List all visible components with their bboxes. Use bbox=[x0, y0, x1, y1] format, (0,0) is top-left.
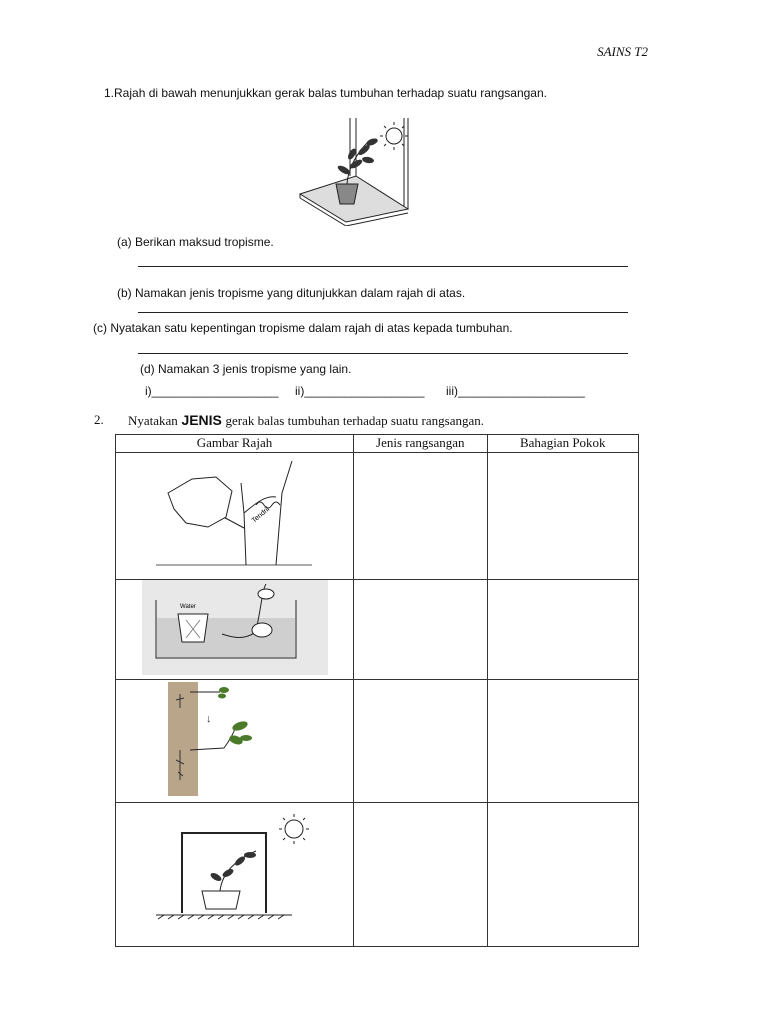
water-tank-diagram bbox=[116, 580, 352, 675]
answer-line bbox=[138, 312, 628, 313]
table-row bbox=[116, 580, 639, 680]
col-header-diagram: Gambar Rajah bbox=[116, 435, 354, 453]
col-header-stimulus: Jenis rangsangan bbox=[353, 435, 487, 453]
tendril-label: Tendril bbox=[250, 505, 272, 525]
diagram-cell bbox=[116, 680, 354, 803]
diagram-cell bbox=[116, 453, 354, 580]
q1-figure-plant-box bbox=[296, 114, 416, 226]
q1c-text: (c) Nyatakan satu kepentingan tropisme dalam rajah di atas kepada tumbuhan. bbox=[93, 321, 513, 335]
q1-intro: 1.Rajah di bawah menunjukkan gerak balas tumbuhan terhadap suatu rangsangan. bbox=[104, 86, 547, 100]
answer-line bbox=[138, 353, 628, 354]
q2-heading bbox=[128, 412, 484, 429]
answer-cell[interactable] bbox=[487, 580, 638, 680]
q2-rest: gerak balas tumbuhan terhadap suatu rangsangan. bbox=[225, 413, 484, 428]
diagram-cell bbox=[116, 803, 354, 947]
sun-icon bbox=[279, 814, 309, 844]
tendril-diagram bbox=[116, 453, 352, 575]
answer-cell[interactable] bbox=[487, 803, 638, 947]
q2-emphasis: JENIS bbox=[181, 412, 222, 428]
answer-cell[interactable] bbox=[487, 453, 638, 580]
q2-number: 2. bbox=[94, 412, 104, 427]
answer-cell[interactable] bbox=[353, 453, 487, 580]
svg-text:↓: ↓ bbox=[206, 713, 212, 725]
subject-header: SAINS T2 bbox=[597, 44, 648, 59]
answer-cell[interactable] bbox=[487, 680, 638, 803]
table-row bbox=[116, 453, 639, 580]
q1d-blank-iii: iii)___________________ bbox=[446, 384, 585, 398]
answer-cell[interactable] bbox=[353, 680, 487, 803]
q1b-text: (b) Namakan jenis tropisme yang ditunjukkan dalam rajah di atas. bbox=[117, 286, 466, 300]
answer-line bbox=[138, 266, 628, 267]
answer-cell[interactable] bbox=[353, 580, 487, 680]
q2-lead: Nyatakan bbox=[128, 413, 178, 428]
answer-cell[interactable] bbox=[353, 803, 487, 947]
q1d-blank-ii: ii)__________________ bbox=[295, 384, 425, 398]
q1d-text: (d) Namakan 3 jenis tropisme yang lain. bbox=[140, 362, 352, 376]
q1a-text: (a) Berikan maksud tropisme. bbox=[117, 235, 274, 249]
tropism-table bbox=[115, 434, 639, 947]
table-row bbox=[116, 803, 639, 947]
diagram-cell bbox=[116, 580, 354, 680]
table-row bbox=[116, 680, 639, 803]
geotropism-diagram bbox=[116, 680, 352, 798]
table-header-row bbox=[116, 435, 639, 453]
q1d-blank-i: i)___________________ bbox=[145, 384, 279, 398]
water-label: Water bbox=[180, 604, 196, 610]
col-header-plant-part: Bahagian Pokok bbox=[487, 435, 638, 453]
phototropism-box-diagram bbox=[116, 803, 352, 942]
